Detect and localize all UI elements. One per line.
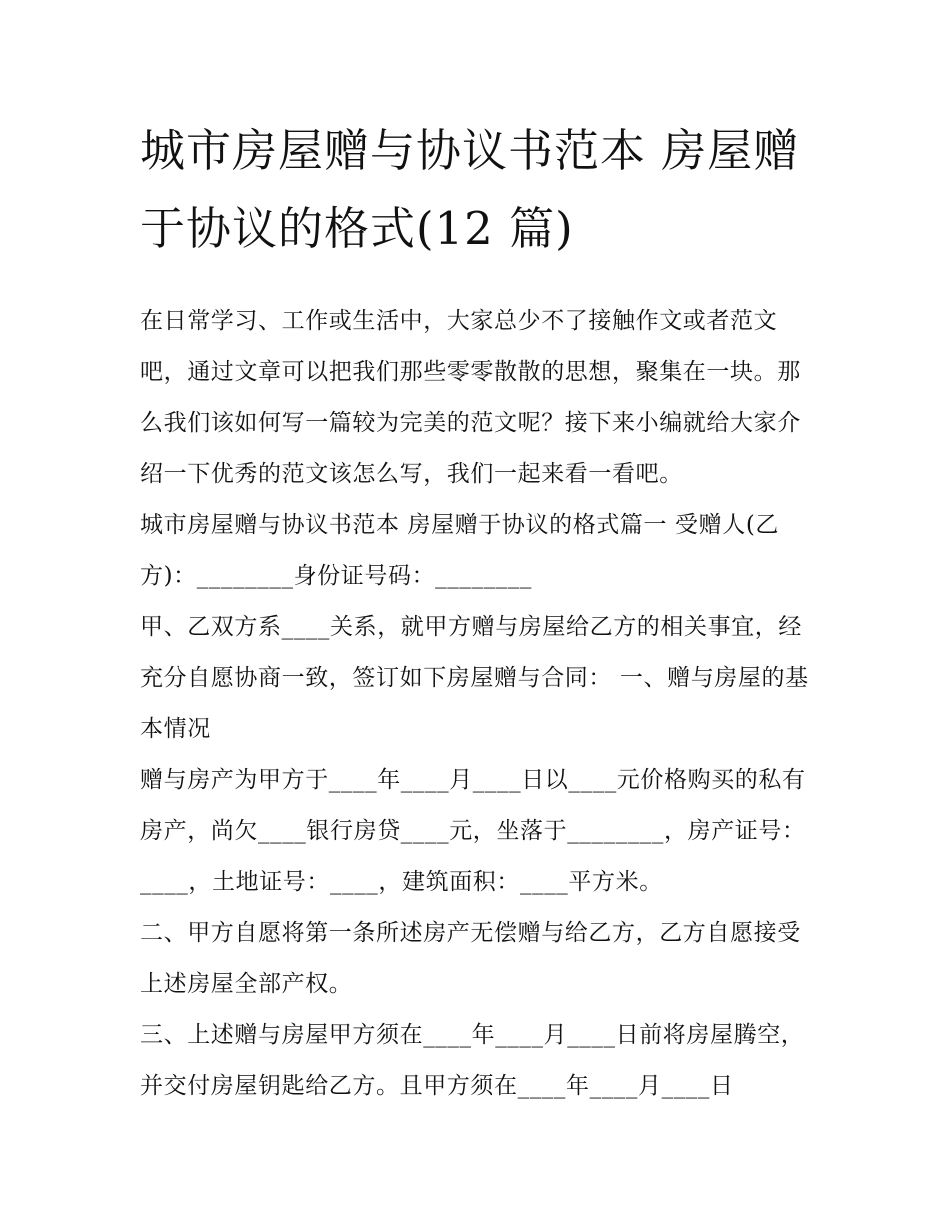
paragraph-relationship: 甲、乙双方系____关系，就甲方赠与房屋给乙方的相关事宜，经充分自愿协商一致，签订如下房屋赠与合同： 一、赠与房屋的基本情况	[140, 614, 809, 742]
paragraph-clause-3: 三、上述赠与房屋甲方须在____年____月____日前将房屋腾空，并交付房屋钥匙给乙方。且甲方须在____年____月____日	[140, 1022, 805, 1099]
paragraph-recipient: 城市房屋赠与协议书范本 房屋赠于协议的格式篇一 受赠人(乙方)：________身份证号码：________	[140, 512, 779, 589]
document-page	[140, 112, 812, 1112]
paragraph-intro: 在日常学习、工作或生活中，大家总少不了接触作文或者范文吧，通过文章可以把我们那些零零散散的思想，聚集在一块。那么我们该如何写一篇较为完美的范文呢？接下来小编就给大家介绍一下优秀的范文该怎么写，我们一起来看一看吧。	[140, 308, 801, 487]
paragraph-property-details: 赠与房产为甲方于____年____月____日以____元价格购买的私有房产，尚欠____银行房贷____元，坐落于________，房产证号：____，土地证号：____，建筑面积：____平方米。	[140, 767, 806, 895]
document-title: 城市房屋赠与协议书范本 房屋赠于协议的格式(12 篇)	[140, 124, 800, 255]
document-body	[140, 296, 812, 1112]
paragraph-clause-2: 二、甲方自愿将第一条所述房产无偿赠与给乙方，乙方自愿接受上述房屋全部产权。	[140, 920, 801, 997]
